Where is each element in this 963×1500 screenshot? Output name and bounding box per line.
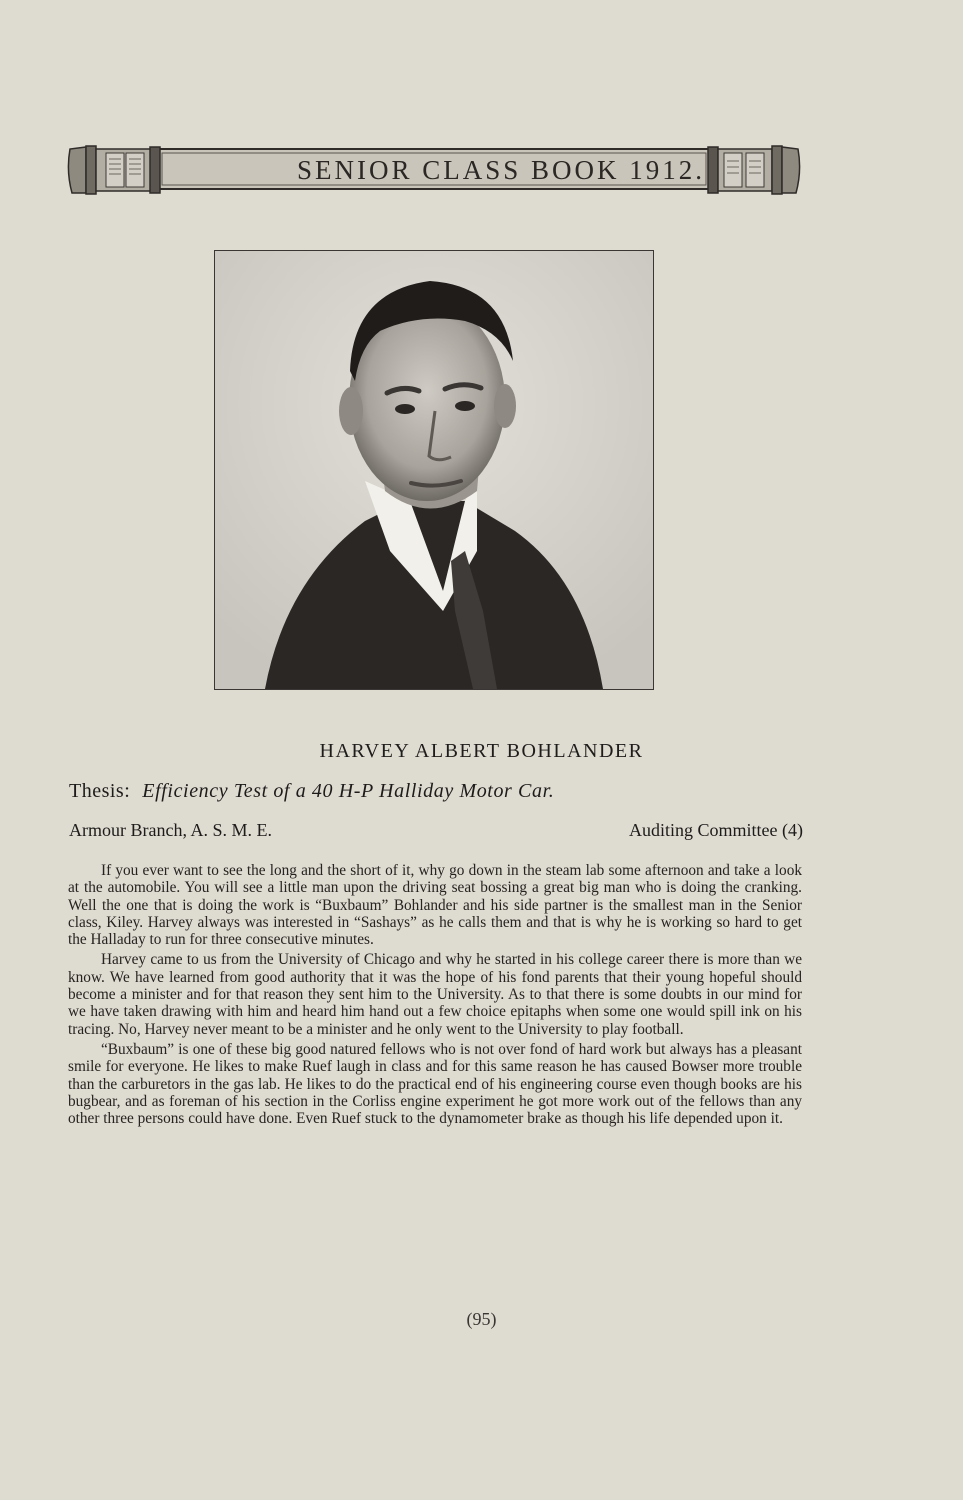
- portrait-photo: [214, 250, 654, 690]
- portrait-photo-icon: [215, 251, 653, 689]
- biography-text: [68, 862, 802, 1130]
- biography-paragraph: “Buxbaum” is one of these big good natured fellows who is not over fond of hard work but always has a pleasant smile for everyone. He likes to make Ruef laugh in class and for this same reason he has caused Bowser more trouble than the carburetors in the gas lab. He likes to do the practical end of his engineering course even though books are his bugbear, and as foreman of his section in the Corliss engine experiment he got more work out of the fellows than any other three persons could have done. Even Ruef stuck to the dynamometer brake as though his life depended upon it.: [68, 1040, 802, 1128]
- thesis-title: Efficiency Test of a 40 H-P Halliday Motor Car.: [142, 780, 555, 802]
- biography-paragraph: Harvey came to us from the University of Chicago and why he started in his college career there is more than we know. We have learned from good authority that it was the hope of his fond parents that their young hopeful should become a minister and for that reason they sent him to the University. As to that there is some doubts in our mind for we have taken drawing with him and heard him hand out a few choice epitaphs when some one would spill ink on his tracing. No, Harvey never meant to be a minister and he only went to the University to play football.: [68, 951, 802, 1038]
- thesis-label: Thesis:: [69, 780, 131, 802]
- banner-title: SENIOR CLASS BOOK 1912.: [296, 154, 706, 185]
- page-number: (95): [466, 1309, 497, 1329]
- header-banner: [66, 143, 802, 197]
- biography-paragraph: If you ever want to see the long and the short of it, why go down in the steam lab some afternoon and take a look at the automobile. You will see a little man upon the driving seat bossing a great big man who is doing the cranking. Well the one that is doing the work is “Buxbaum” Bohlander and his side partner is the smallest man in the Senior class, Kiley. Harvey always was interested in “Sashays” as he calls them and that is why he is working so hard to get the Halladay to run for three consecutive minutes.: [68, 862, 802, 949]
- affiliation: Armour Branch, A. S. M. E.: [69, 820, 272, 840]
- student-name: HARVEY ALBERT BOHLANDER: [319, 740, 644, 762]
- thesis-line: [69, 780, 554, 803]
- affiliation-row: [69, 820, 803, 841]
- committee: Auditing Committee (4): [629, 820, 803, 840]
